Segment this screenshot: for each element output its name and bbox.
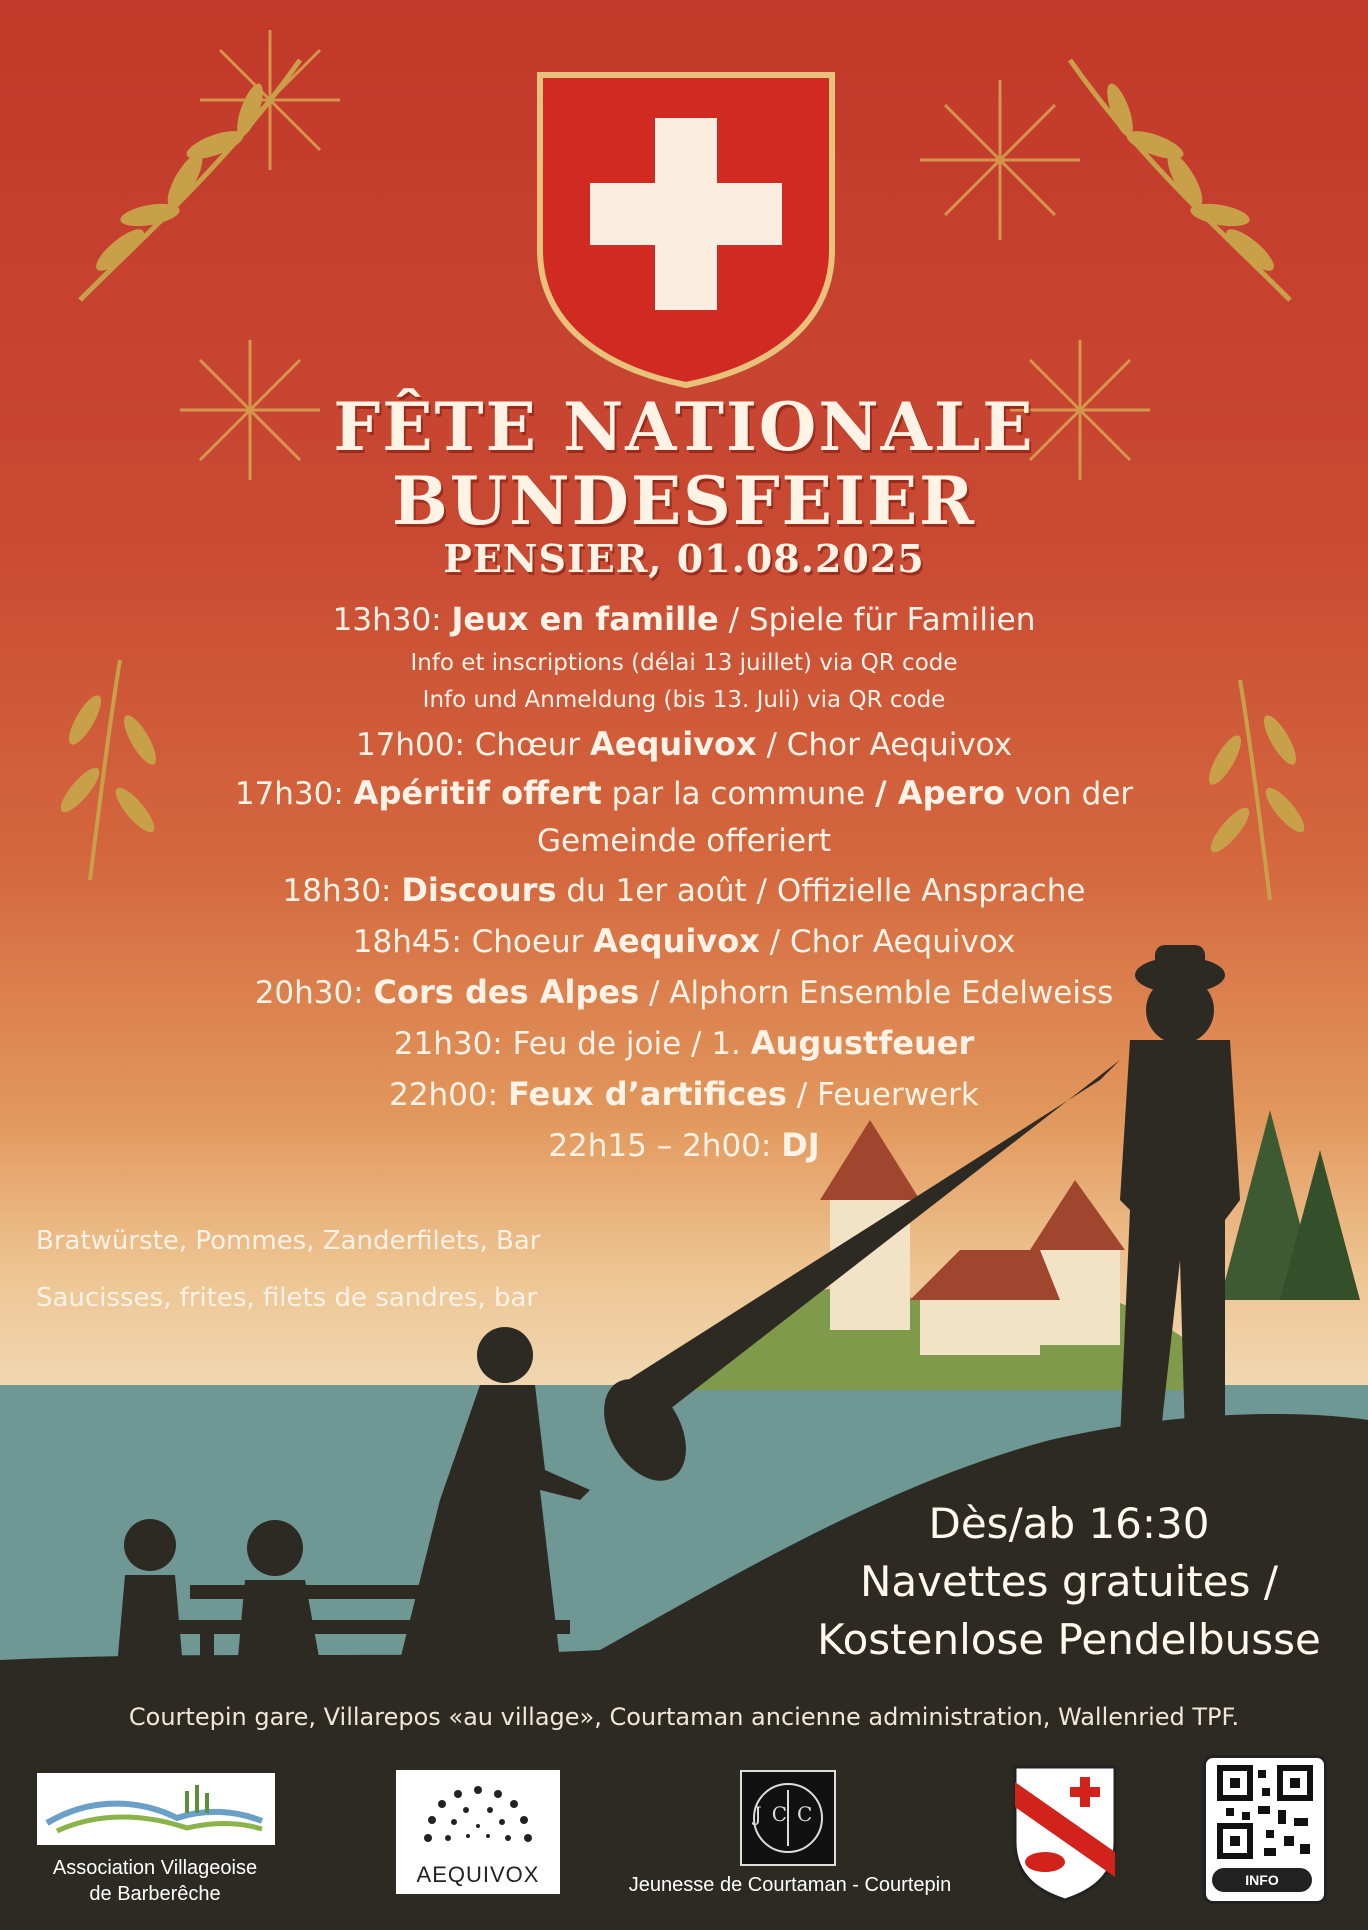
program-item-aperitif: [150, 770, 1218, 818]
registration-note-de: Info und Anmeldung (bis 13. Juli) via QR code: [422, 687, 946, 713]
text: Discours: [401, 871, 557, 909]
food-offer-fr: Saucisses, frites, filets de sandres, bar: [36, 1283, 538, 1313]
time: 22h00:: [389, 1077, 508, 1113]
time: 22h15 – 2h00:: [548, 1128, 782, 1164]
program-schedule: [150, 594, 1218, 1171]
shuttle-start-time: Dès/ab 16:30: [928, 1499, 1210, 1548]
time: 17h30:: [234, 776, 354, 812]
association-caption: [20, 1855, 290, 1907]
program-item-family-games: [150, 594, 1218, 645]
event-place-date: PENSIER, 01.08.2025: [443, 536, 925, 581]
jeunesse-caption: Jeunesse de Courtaman - Courtepin: [628, 1874, 952, 1896]
food-offer: [36, 1213, 676, 1327]
time: 17h00:: [355, 727, 475, 763]
swiss-shield-icon: [540, 75, 832, 385]
program-item-bonfire: [150, 1018, 1218, 1069]
title-line-2: BUNDESFEIER: [391, 462, 977, 540]
choir-name: Aequivox: [593, 922, 760, 960]
text: Feux d’artifices: [507, 1075, 787, 1113]
text: / Chor Aequivox: [759, 924, 1016, 960]
jeunesse-logo: [740, 1770, 836, 1866]
text: Cors des Alpes: [373, 973, 640, 1011]
program-item-choir-1: [150, 719, 1218, 770]
title-line-1: FÊTE NATIONALE: [333, 388, 1035, 466]
text: DJ: [781, 1126, 820, 1164]
caption-line: de Barberêche: [89, 1883, 221, 1905]
hills-logo-icon: [37, 1773, 275, 1845]
text: Chœur: [474, 727, 591, 763]
jeunesse-monogram: JCC: [753, 1802, 823, 1826]
shuttle-de: Kostenlose Pendelbusse: [817, 1615, 1321, 1664]
aequivox-wordmark: AEQUIVOX: [416, 1862, 540, 1887]
text: du 1er août / Offizielle Ansprache: [556, 873, 1086, 909]
time: 21h30:: [393, 1026, 513, 1062]
activity-fr: Jeux en famille: [451, 600, 719, 638]
courtepin-coat-of-arms-icon: [1010, 1762, 1120, 1902]
qr-info-label: INFO: [1212, 1868, 1312, 1892]
program-item-alphorn: [150, 967, 1218, 1018]
program-item-dj: [150, 1120, 1218, 1171]
program-item-choir-2: [150, 916, 1218, 967]
qr-code-card[interactable]: [1203, 1755, 1327, 1904]
text: Choeur: [471, 924, 594, 960]
time: 18h30:: [282, 873, 402, 909]
text: von der: [1005, 776, 1134, 812]
dots-logo-icon: [396, 1770, 560, 1860]
text: / Alphorn Ensemble Edelweiss: [639, 975, 1114, 1011]
time: 18h45:: [352, 924, 472, 960]
text: par la commune: [601, 776, 876, 812]
program-item-speech: [150, 865, 1218, 916]
shuttle-stops: Courtepin gare, Villarepos «au village», Courtaman ancienne administration, Wallenried TPF.: [128, 1703, 1240, 1731]
text: Apéritif offert: [353, 774, 602, 812]
choir-name: Aequivox: [590, 725, 757, 763]
program-item-fireworks: [150, 1069, 1218, 1120]
food-offer-de: Bratwürste, Pommes, Zanderfilets, Bar: [36, 1226, 541, 1256]
caption-line: Association Villageoise: [52, 1857, 258, 1879]
shuttle-fr: Navettes gratuites /: [860, 1557, 1278, 1606]
separator: /: [718, 602, 749, 638]
aequivox-logo: [396, 1770, 560, 1894]
time: 20h30:: [254, 975, 374, 1011]
text: Feu de joie / 1.: [512, 1026, 751, 1062]
text: / Apero: [875, 774, 1005, 812]
text: / Chor Aequivox: [756, 727, 1013, 763]
activity-de: Spiele für Familien: [748, 602, 1036, 638]
text: Augustfeuer: [750, 1024, 975, 1062]
registration-note-fr: Info et inscriptions (délai 13 juillet) via QR code: [410, 650, 958, 676]
program-item-aperitif-cont: Gemeinde offeriert: [537, 823, 831, 859]
association-logo: [37, 1773, 275, 1845]
text: / Feuerwerk: [786, 1077, 979, 1113]
time: 13h30:: [332, 602, 452, 638]
shuttle-info: [770, 1495, 1368, 1669]
qr-code-icon[interactable]: [1206, 1758, 1324, 1866]
